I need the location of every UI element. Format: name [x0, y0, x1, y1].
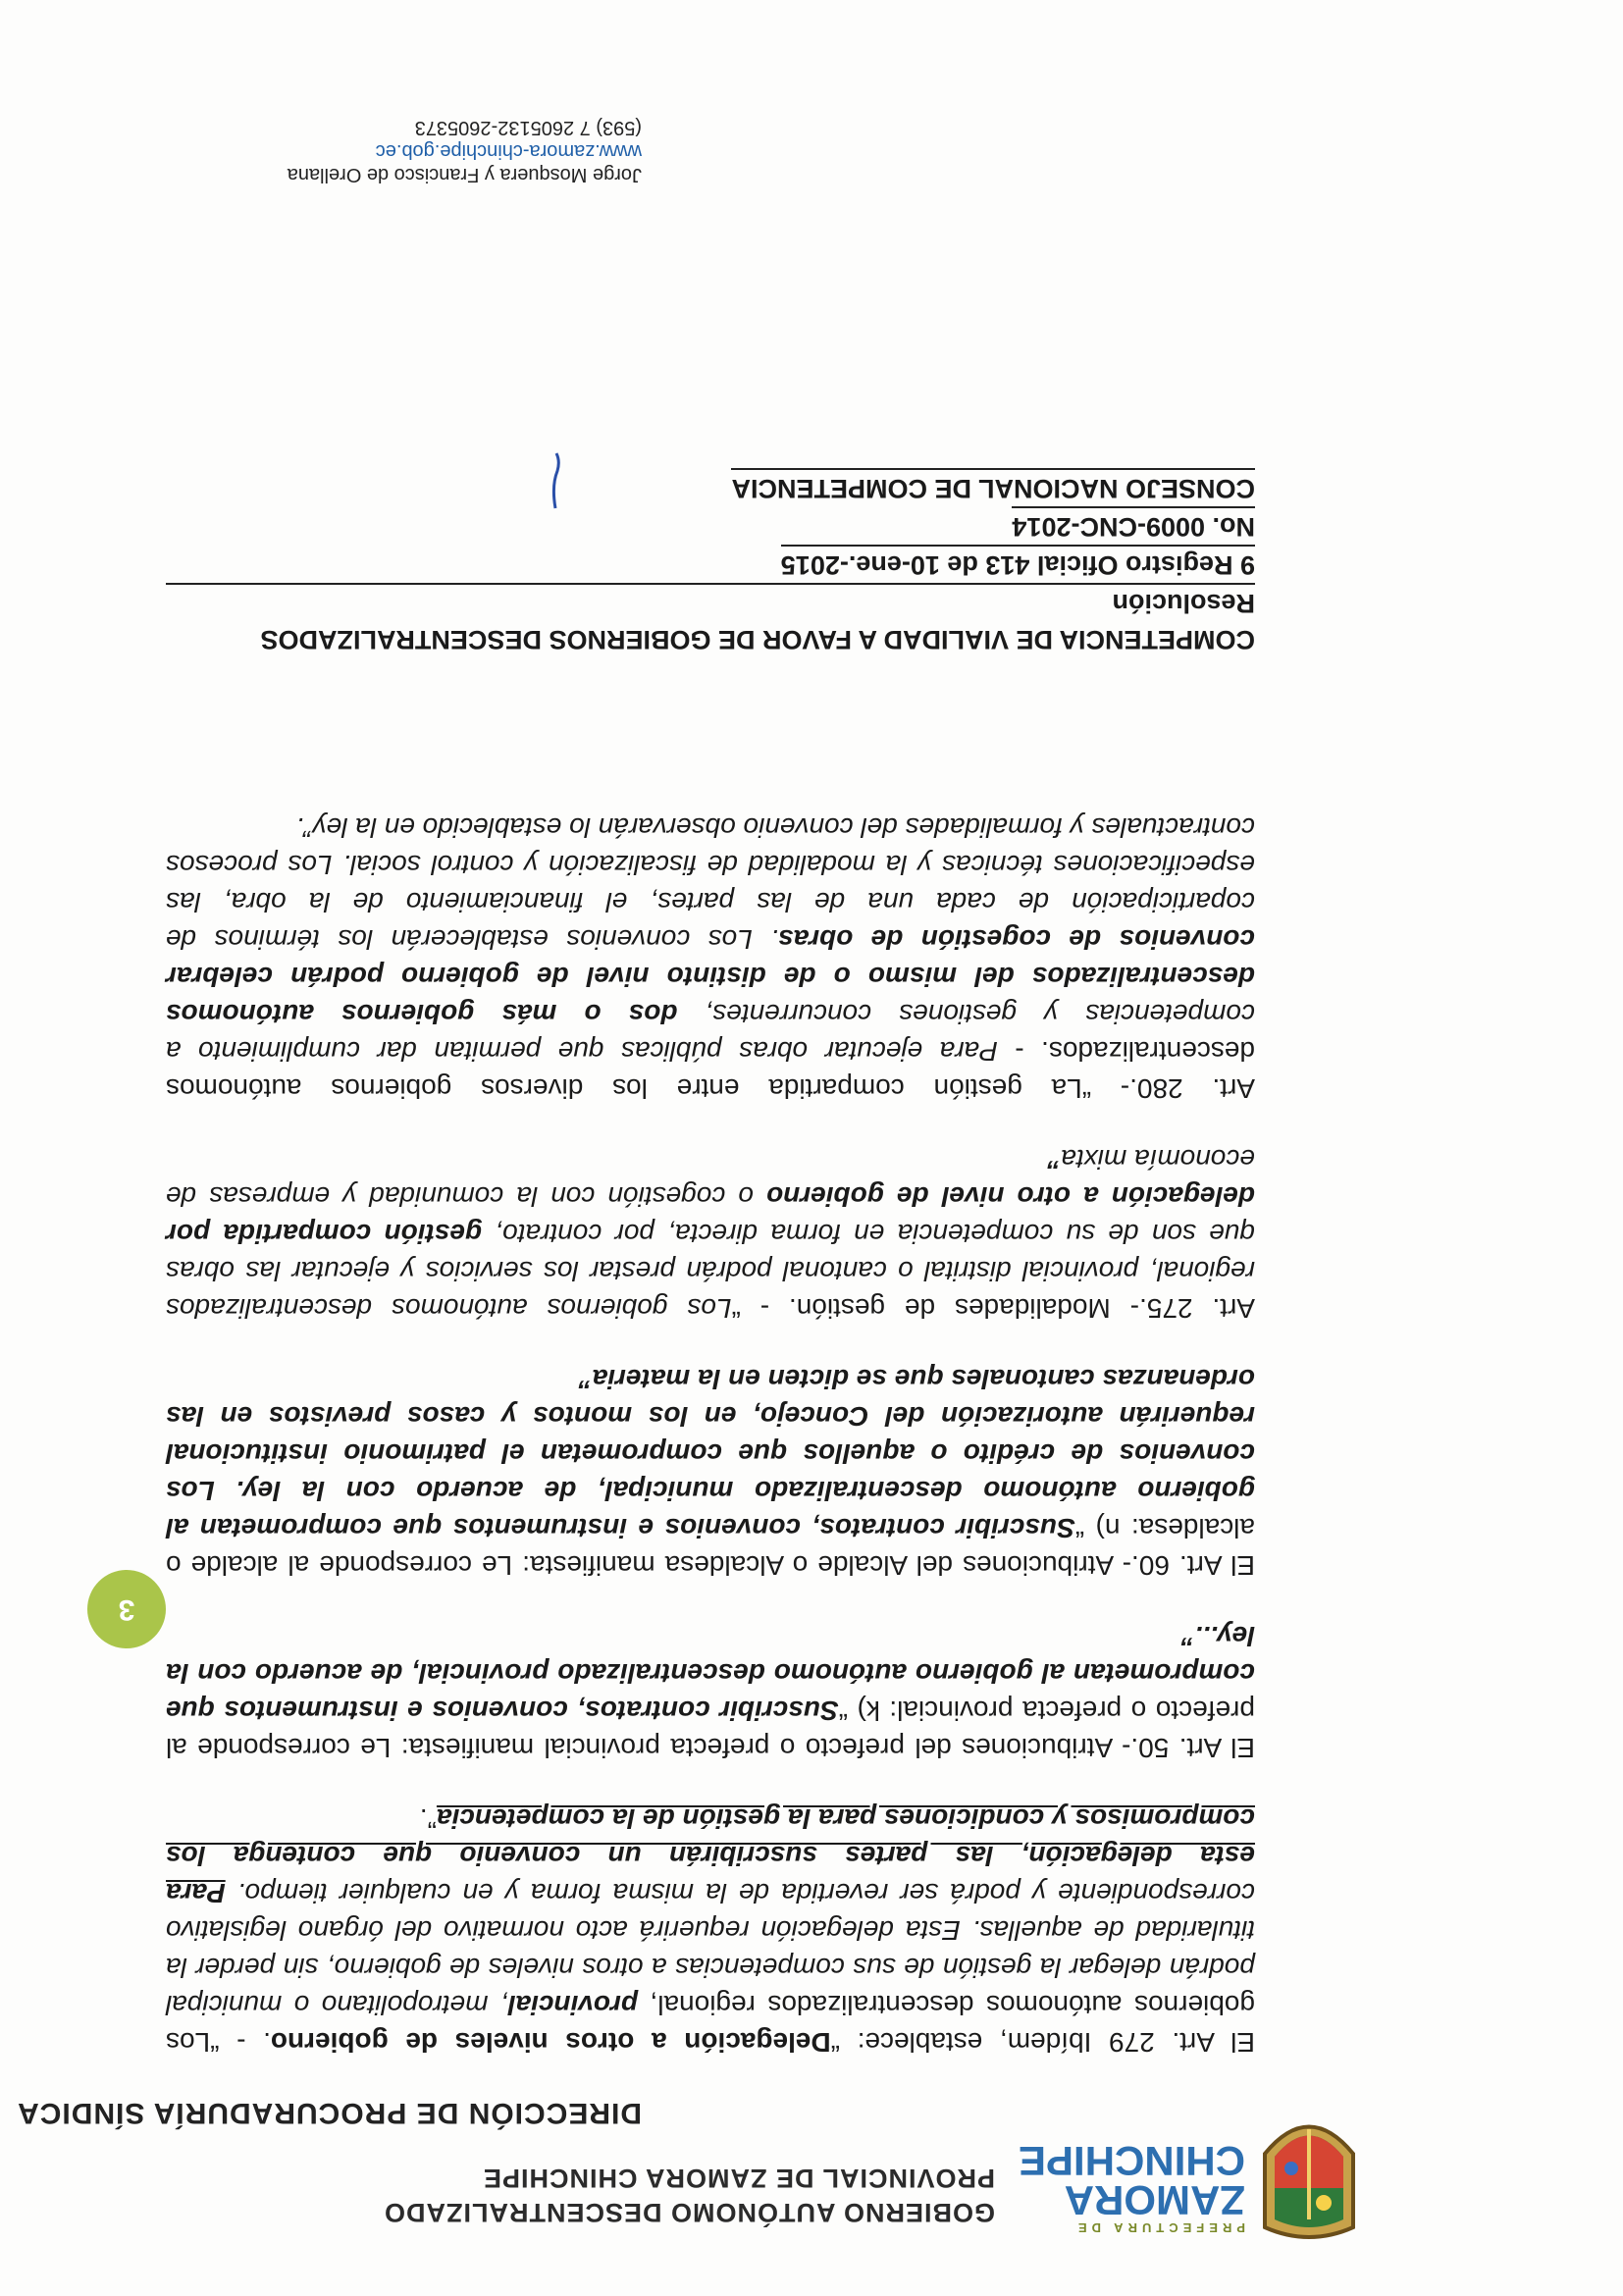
- brand-logo: [1018, 2138, 1245, 2235]
- reference-line1: COMPETENCIA DE VIALIDAD A FAVOR DE GOBIERNOS DESCENTRALIZADOS Resolución: [166, 583, 1255, 657]
- footer-phone: (593) 7 2605132-2605373: [414, 117, 642, 138]
- document-body: [166, 775, 1255, 2061]
- page-number-badge: 3: [87, 1570, 166, 1648]
- brand-name-line1: ZAMORA: [1064, 2177, 1245, 2223]
- government-title-line2: PROVINCIAL DE ZAMORA CHINCHIPE: [482, 2164, 995, 2193]
- footer-address: Jorge Mosquera y Francisco de Orellana: [287, 164, 642, 185]
- paragraph-art-279: El Art. 279 Ibídem, establece: “Delegación a otros niveles de gobierno. - “Los gobiernos autónomos descentralizados regional, provincial, metropolitano o municipal podrán delegar la gestión de sus competencias a otros niveles de gobierno, sin perder la titularidad de aquellas. Esta delegación requerirá acto normativo del órgano legislativo correspondiente y podrá ser revertida de la misma forma y en cualquier tiempo. Para esta delegación, las partes suscribirán un convenio que contenga los compromisos y condiciones para la gestión de la competencia”.: [166, 1803, 1255, 2058]
- paragraph-art-280: Art. 280.- “La gestión compartida entre los diversos gobiernos autónomos descentralizados. - Para ejecutar obras públicas que permitan dar cumplimiento a competencias y gestiones concurrentes, dos o más gobiernos autónomos descentralizados del mismo o de distinto nivel de gobierno podrán celebrar convenios de cogestión de obras. Los convenios establecerán los términos de coparticipación de cada una de las partes, el financiamiento de la obra, las especificaciones técnicas y la modalidad de fiscalización y control social. Los procesos contractuales y formalidades del convenio observarán lo establecido en la ley”.: [166, 812, 1255, 1104]
- reference-line2: 9 Registro Oficial 413 de 10-ene.-2015: [781, 545, 1255, 583]
- brand-name-line2: CHINCHIPE: [1018, 2138, 1245, 2184]
- reference-line4: CONSEJO NACIONAL DE COMPETENCIA: [731, 468, 1255, 506]
- government-title: [161, 2163, 995, 2227]
- department-title: DIRECCIÓN DE PROCURADURÍA SÍNDICA: [17, 2097, 642, 2129]
- reference-line3: No. 0009-CNC-2014: [1012, 506, 1255, 545]
- paragraph-art-275: Art. 275.- Modalidades de gestión. - “Los gobiernos autónomos descentralizados regional, provincial distrital o cantonal podrán prestar los servicios y ejecutar las obras que son de su competencia en forma directa, por contrato, gestión compartida por delegación a otro nivel de gobierno o cogestión con la comunidad y empresas de economía mixta”: [165, 1144, 1255, 1324]
- brand-top-text: PREFECTURA DE: [1073, 2220, 1245, 2235]
- letterhead: [0, 2097, 1623, 2296]
- footer-contact: [288, 116, 642, 186]
- government-title-line1: GOBIERNO AUTÓNOMO DESCENTRALIZADO: [384, 2198, 995, 2227]
- paragraph-art-60: El Art. 60.- Atribuciones del Alcalde o Alcaldesa manifiesta: Le corresponde al alcalde o alcaldesa: n) “Suscribir contratos, convenios e instrumentos que comprometan al gobierno autónomo descentralizado municipal, de acuerdo con la ley. Los convenios de crédito o aquellos que comprometan el patrimonio institucional requerirán autorización del Concejo, en los montos y casos previstos en las ordenanzas cantonales que se dicten en la materia”: [166, 1364, 1255, 1581]
- paragraph-art-50: El Art. 50.- Atribuciones del prefecto o prefecta provincial manifiesta: Le corresponde al prefecto o prefecta provincial: k) “Suscribir contratos, convenios e instrumentos que comprometan al gobierno autónomo descentralizado provincial, de acuerdo con la ley...”: [165, 1621, 1255, 1763]
- coat-of-arms-icon: [1250, 2100, 1368, 2247]
- footer-website[interactable]: www.zamora-chinchipe.gob.ec: [375, 140, 642, 162]
- pen-mark-icon: [550, 451, 563, 510]
- legal-reference: [166, 468, 1255, 657]
